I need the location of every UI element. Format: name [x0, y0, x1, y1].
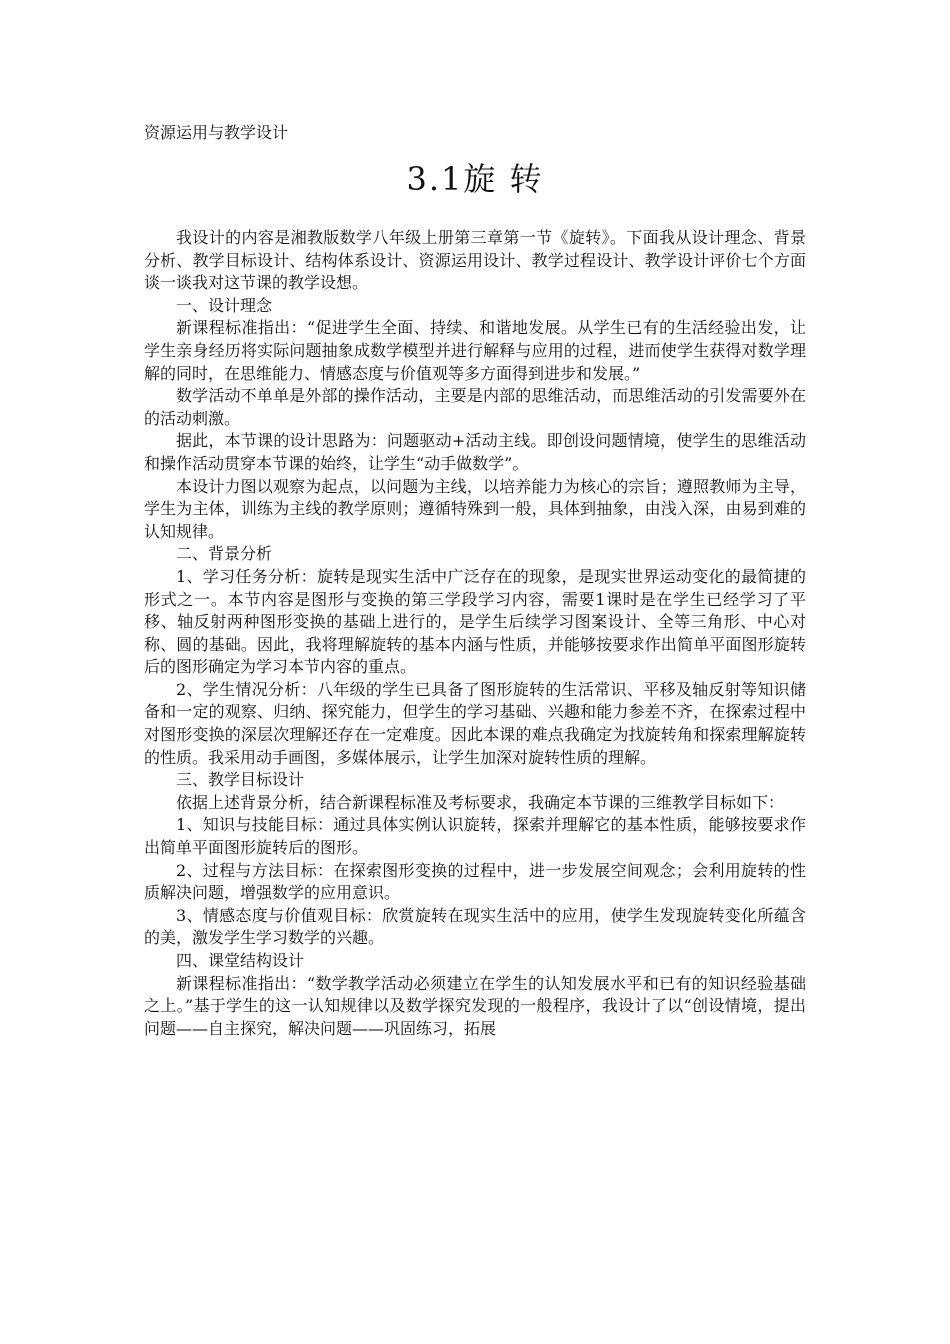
document-header: 资源运用与教学设计 — [144, 123, 289, 142]
body-paragraph: 本设计力图以观察为起点，以问题为主线，以培养能力为核心的宗旨；遵照教师为主导，学生为主体，训练为主线的教学原则；遵循特殊到一般，具体到抽象，由浅入深，由易到难的认知规律。 — [144, 476, 806, 541]
document-body — [144, 227, 806, 1040]
body-paragraph: 数学活动不单单是外部的操作活动，主要是内部的思维活动，而思维活动的引发需要外在的活动刺激。 — [144, 386, 806, 428]
body-paragraph: 2、过程与方法目标：在探索图形变换的过程中，进一步发展空间观念；会利用旋转的性质解决问题，增强数学的应用意识。 — [144, 860, 806, 903]
body-paragraph: 依据上述背景分析，结合新课程标准及考标要求，我确定本节课的三维教学目标如下： — [176, 792, 785, 812]
section-heading: 二、背景分析 — [176, 544, 273, 564]
body-paragraph: 新课程标准指出：“促进学生全面、持续、和谐地发展。从学生已有的生活经验出发，让学生亲身经历将实际问题抽象成数学模型并进行解释与应用的过程，进而使学生获得对数学理解的同时，在思维能力、情感态度与价值观等多方面得到进步和发展。” — [144, 318, 806, 383]
section-heading: 三、教学目标设计 — [176, 770, 305, 790]
document-page — [144, 121, 806, 1040]
document-title: 3.1旋 转 — [406, 160, 544, 198]
body-paragraph: 3、情感态度与价值观目标：欣赏旋转在现实生活中的应用，使学生发现旋转变化所蕴含的美，激发学生学习数学的兴趣。 — [144, 905, 806, 948]
body-paragraph: 我设计的内容是湘教版数学八年级上册第三章第一节《旋转》。下面我从设计理念、背景分析、教学目标设计、结构体系设计、资源运用设计、教学过程设计、教学设计评价七个方面谈一谈我对这节课的教学设想。 — [144, 228, 806, 293]
section-heading: 四、课堂结构设计 — [176, 951, 305, 970]
body-paragraph: 1、知识与技能目标：通过具体实例认识旋转，探索并理解它的基本性质，能够按要求作出简单平面图形旋转后的图形。 — [144, 815, 806, 858]
body-paragraph: 据此，本节课的设计思路为：问题驱动+活动主线。即创设问题情境，使学生的思维活动和操作活动贯穿本节课的始终，让学生“动手做数学”。 — [144, 431, 806, 473]
body-paragraph: 2、学生情况分析：八年级的学生已具备了图形旋转的生活常识、平移及轴反射等知识储备和一定的观察、归纳、探究能力，但学生的学习基础、兴趣和能力参差不齐，在探索过程中对图形变换的深层次理解还存在一定难度。因此本课的难点我确定为找旋转角和探索理解旋转的性质。我采用动手画图，多媒体展示，让学生加深对旋转性质的理解。 — [144, 679, 806, 767]
section-heading: 一、设计理念 — [176, 295, 273, 315]
body-paragraph: 新课程标准指出：“数学教学活动必须建立在学生的认知发展水平和已有的知识经验基础之上。”基于学生的这一认知规律以及数学探究发现的一般程序，我设计了以“创设情境，提出问题——自主探究，解决问题——巩固练习，拓展 — [144, 973, 806, 1038]
body-paragraph: 1、学习任务分析：旋转是现实生活中广泛存在的现象，是现实世界运动变化的最简捷的形式之一。本节内容是图形与变换的第三学段学习内容，需要1课时是在学生已经学习了平移、轴反射两种图形变换的基础上进行的，是学生后续学习图案设计、全等三角形、中心对称、圆的基础。因此，我将理解旋转的基本内涵与性质，并能够按要求作出简单平面图形旋转后的图形确定为学习本节内容的重点。 — [144, 566, 806, 677]
